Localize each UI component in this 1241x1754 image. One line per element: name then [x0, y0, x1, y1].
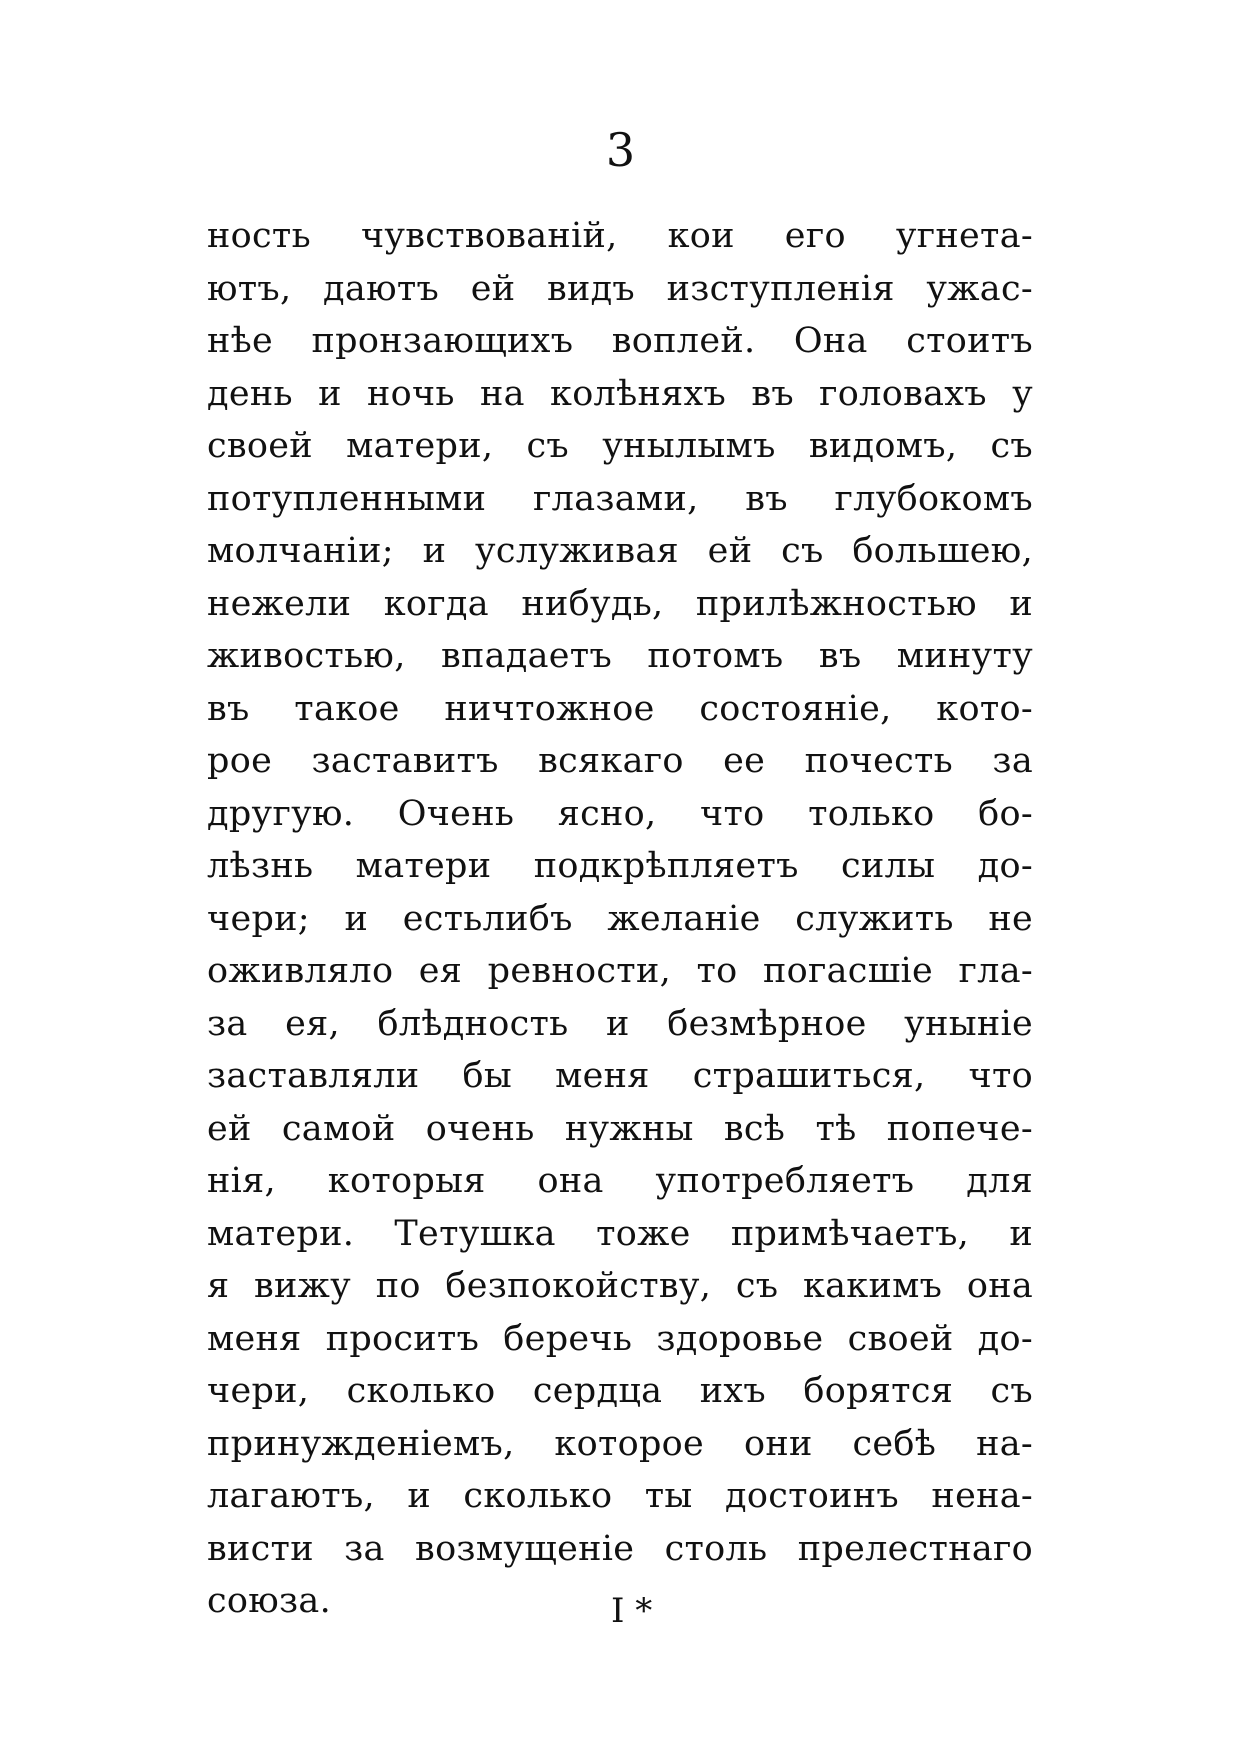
text-line: нія, которыя она употребляетъ для	[207, 1161, 1033, 1201]
text-line: ность чувствованій, кои его угнета-	[207, 216, 1033, 256]
text-line: оживляло ея ревности, то погасшіе гла-	[207, 951, 1033, 991]
text-line: заставляли бы меня страшиться, что	[207, 1056, 1033, 1096]
body-text	[207, 210, 1033, 1628]
text-line: я вижу по безпокойству, съ какимъ она	[207, 1266, 1033, 1306]
text-line: ей самой очень нужны всѣ тѣ попече-	[207, 1108, 1033, 1149]
text-line: своей матери, съ унылымъ видомъ, съ	[207, 426, 1033, 466]
text-line: день и ночь на колѣняхъ въ головахъ у	[207, 373, 1033, 414]
text-line: рое заставитъ всякаго ее почесть за	[207, 741, 1033, 781]
text-line: союза.	[207, 1581, 332, 1621]
text-line: живостью, впадаетъ потомъ въ минуту	[207, 636, 1033, 676]
text-line: принужденіемъ, которое они себѣ на-	[207, 1423, 1033, 1464]
text-line: лѣзнь матери подкрѣпляетъ силы до-	[207, 846, 1033, 886]
text-line: ютъ, даютъ ей видъ изступленія ужас-	[207, 268, 1033, 309]
text-line: меня проситъ беречь здоровье своей до-	[207, 1318, 1033, 1359]
text-line: нѣе пронзающихъ воплей. Она стоитъ	[207, 321, 1033, 361]
text-line: въ такое ничтожное состояніе, кото-	[207, 688, 1033, 729]
text-line: за ея, блѣдность и безмѣрное унынie	[207, 1003, 1033, 1044]
text-line: лагаютъ, и сколько ты достоинъ ненa-	[207, 1476, 1033, 1516]
signature-mark: I *	[611, 1591, 653, 1631]
page-number: 3	[605, 123, 636, 177]
text-line: молчаніи; и услуживая ей съ большею,	[207, 531, 1033, 571]
text-line: потупленными глазами, въ глубокомъ	[207, 478, 1033, 519]
text-line: нежели когда нибудь, прилѣжностью и	[207, 583, 1033, 624]
text-line: чери, сколько сердца ихъ борятся съ	[207, 1371, 1033, 1411]
text-line: другую. Очень ясно, что только бо-	[207, 793, 1033, 834]
text-line: матери. Тетушка тоже примѣчаетъ, и	[207, 1213, 1033, 1254]
text-line: чери; и естьлибъ желаніе служить не	[207, 898, 1033, 939]
text-line: висти за возмущеніе столь прелестнаго	[207, 1528, 1033, 1569]
